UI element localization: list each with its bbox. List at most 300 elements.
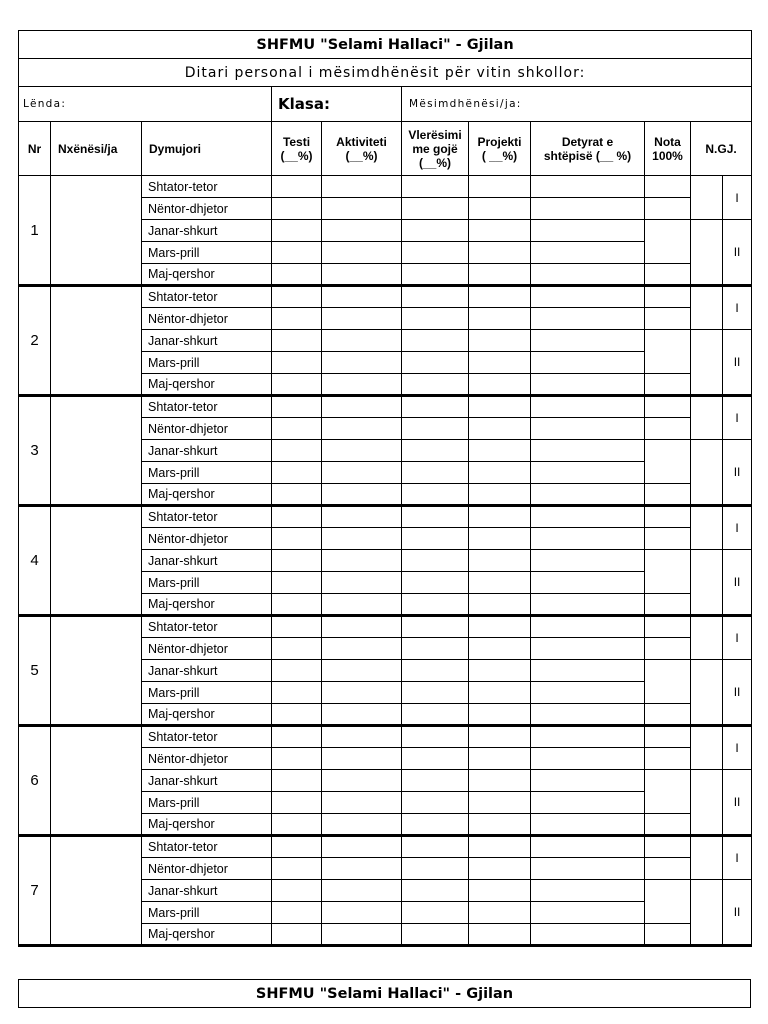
activity-score-cell [322, 682, 402, 704]
semester-grade-cell [691, 550, 723, 616]
final-grade-cell [645, 484, 691, 506]
period-label: Mars-prill [142, 682, 272, 704]
oral-score-cell [402, 440, 469, 462]
test-score-cell [272, 440, 322, 462]
col-homework-header [531, 122, 645, 176]
semester-grade-cell [691, 176, 723, 220]
activity-score-cell [322, 484, 402, 506]
student-number: 7 [19, 836, 51, 946]
activity-score-cell [322, 418, 402, 440]
title-row [19, 31, 752, 59]
column-header-row [19, 122, 752, 176]
period-row [19, 506, 752, 528]
col-test-header [272, 122, 322, 176]
period-label: Mars-prill [142, 902, 272, 924]
homework-score-cell [531, 330, 645, 352]
project-score-cell [469, 660, 531, 682]
oral-score-cell [402, 858, 469, 880]
activity-score-cell [322, 506, 402, 528]
header-line: (__%) [345, 148, 378, 163]
oral-score-cell [402, 704, 469, 726]
col-student-header: Nxënësi/ja [51, 122, 142, 176]
oral-score-cell [402, 902, 469, 924]
final-grade-cell [645, 198, 691, 220]
period-label: Shtator-tetor [142, 286, 272, 308]
project-score-cell [469, 902, 531, 924]
next-page-table [18, 979, 751, 1008]
final-grade-cell [645, 858, 691, 880]
oral-score-cell [402, 330, 469, 352]
oral-score-cell [402, 616, 469, 638]
semester-label: II [723, 220, 752, 286]
project-score-cell [469, 770, 531, 792]
activity-score-cell [322, 638, 402, 660]
final-grade-cell [645, 660, 691, 704]
project-score-cell [469, 726, 531, 748]
semester-grade-cell [691, 506, 723, 550]
project-score-cell [469, 396, 531, 418]
project-score-cell [469, 814, 531, 836]
period-label: Maj-qershor [142, 594, 272, 616]
test-score-cell [272, 396, 322, 418]
oral-score-cell [402, 418, 469, 440]
test-score-cell [272, 308, 322, 330]
period-label: Shtator-tetor [142, 506, 272, 528]
project-score-cell [469, 792, 531, 814]
activity-score-cell [322, 286, 402, 308]
header-line: 100% [652, 148, 683, 163]
student-number: 2 [19, 286, 51, 396]
activity-score-cell [322, 176, 402, 198]
semester-grade-cell [691, 726, 723, 770]
test-score-cell [272, 264, 322, 286]
oral-score-cell [402, 792, 469, 814]
period-label: Maj-qershor [142, 704, 272, 726]
activity-score-cell [322, 374, 402, 396]
homework-score-cell [531, 176, 645, 198]
homework-score-cell [531, 550, 645, 572]
homework-score-cell [531, 814, 645, 836]
project-score-cell [469, 550, 531, 572]
period-label: Maj-qershor [142, 374, 272, 396]
semester-label: I [723, 836, 752, 880]
project-score-cell [469, 330, 531, 352]
project-score-cell [469, 836, 531, 858]
test-score-cell [272, 814, 322, 836]
oral-score-cell [402, 814, 469, 836]
homework-score-cell [531, 418, 645, 440]
activity-score-cell [322, 924, 402, 946]
activity-score-cell [322, 594, 402, 616]
oral-score-cell [402, 396, 469, 418]
activity-score-cell [322, 902, 402, 924]
oral-score-cell [402, 550, 469, 572]
period-label: Mars-prill [142, 462, 272, 484]
title-row [19, 980, 751, 1008]
test-score-cell [272, 572, 322, 594]
semester-label: II [723, 880, 752, 946]
gradebook-subtitle: Ditari personal i mësimdhënësit për vitin shkollor: [19, 59, 752, 87]
final-grade-cell [645, 308, 691, 330]
subject-field [19, 87, 272, 122]
student-number: 4 [19, 506, 51, 616]
oral-score-cell [402, 880, 469, 902]
col-oral-header [402, 122, 469, 176]
final-grade-cell [645, 396, 691, 418]
test-score-cell [272, 902, 322, 924]
homework-score-cell [531, 264, 645, 286]
header-line: Projekti [477, 134, 522, 149]
test-score-cell [272, 682, 322, 704]
student-name-cell [51, 286, 142, 396]
final-grade-cell [645, 748, 691, 770]
period-label: Janar-shkurt [142, 220, 272, 242]
header-line: Testi [282, 134, 311, 149]
final-grade-cell [645, 814, 691, 836]
homework-score-cell [531, 308, 645, 330]
project-score-cell [469, 924, 531, 946]
test-score-cell [272, 726, 322, 748]
test-score-cell [272, 198, 322, 220]
oral-score-cell [402, 924, 469, 946]
col-ngj-header: N.GJ. [691, 122, 752, 176]
final-grade-cell [645, 726, 691, 748]
class-label: Klasa: [278, 95, 330, 113]
oral-score-cell [402, 594, 469, 616]
semester-grade-cell [691, 616, 723, 660]
homework-score-cell [531, 352, 645, 374]
period-label: Janar-shkurt [142, 770, 272, 792]
period-row [19, 396, 752, 418]
project-score-cell [469, 484, 531, 506]
semester-grade-cell [691, 220, 723, 286]
activity-score-cell [322, 836, 402, 858]
homework-score-cell [531, 704, 645, 726]
final-grade-cell [645, 506, 691, 528]
period-label: Shtator-tetor [142, 726, 272, 748]
oral-score-cell [402, 374, 469, 396]
header-line: (__%) [418, 155, 451, 170]
test-score-cell [272, 528, 322, 550]
project-score-cell [469, 176, 531, 198]
oral-score-cell [402, 176, 469, 198]
project-score-cell [469, 286, 531, 308]
oral-score-cell [402, 836, 469, 858]
period-label: Maj-qershor [142, 264, 272, 286]
activity-score-cell [322, 726, 402, 748]
project-score-cell [469, 308, 531, 330]
school-title: SHFMU "Selami Hallaci" - Gjilan [19, 980, 751, 1008]
semester-label: II [723, 330, 752, 396]
test-score-cell [272, 880, 322, 902]
period-label: Janar-shkurt [142, 660, 272, 682]
homework-score-cell [531, 836, 645, 858]
header-line: ( __%) [481, 148, 518, 163]
project-score-cell [469, 440, 531, 462]
homework-score-cell [531, 220, 645, 242]
semester-grade-cell [691, 330, 723, 396]
final-grade-cell [645, 770, 691, 814]
project-score-cell [469, 374, 531, 396]
school-title: SHFMU "Selami Hallaci" - Gjilan [19, 31, 752, 59]
activity-score-cell [322, 770, 402, 792]
homework-score-cell [531, 528, 645, 550]
final-grade-cell [645, 440, 691, 484]
homework-score-cell [531, 462, 645, 484]
student-name-cell [51, 836, 142, 946]
final-grade-cell [645, 264, 691, 286]
homework-score-cell [531, 506, 645, 528]
student-name-cell [51, 506, 142, 616]
homework-score-cell [531, 484, 645, 506]
period-label: Shtator-tetor [142, 396, 272, 418]
project-score-cell [469, 528, 531, 550]
oral-score-cell [402, 638, 469, 660]
subtitle-row [19, 59, 752, 87]
class-field [272, 87, 402, 122]
col-project-header [469, 122, 531, 176]
test-score-cell [272, 550, 322, 572]
project-score-cell [469, 616, 531, 638]
homework-score-cell [531, 858, 645, 880]
period-label: Janar-shkurt [142, 550, 272, 572]
homework-score-cell [531, 242, 645, 264]
student-name-cell [51, 616, 142, 726]
oral-score-cell [402, 572, 469, 594]
period-label: Mars-prill [142, 242, 272, 264]
student-name-cell [51, 176, 142, 286]
test-score-cell [272, 506, 322, 528]
test-score-cell [272, 594, 322, 616]
activity-score-cell [322, 330, 402, 352]
oral-score-cell [402, 726, 469, 748]
period-label: Nëntor-dhjetor [142, 308, 272, 330]
oral-score-cell [402, 506, 469, 528]
test-score-cell [272, 330, 322, 352]
final-grade-cell [645, 594, 691, 616]
final-grade-cell [645, 924, 691, 946]
period-label: Shtator-tetor [142, 176, 272, 198]
semester-grade-cell [691, 836, 723, 880]
oral-score-cell [402, 660, 469, 682]
period-label: Janar-shkurt [142, 330, 272, 352]
header-line: me gojë [412, 141, 458, 156]
test-score-cell [272, 924, 322, 946]
gradebook-table [18, 30, 752, 947]
period-label: Janar-shkurt [142, 440, 272, 462]
activity-score-cell [322, 528, 402, 550]
period-label: Nëntor-dhjetor [142, 418, 272, 440]
period-label: Mars-prill [142, 352, 272, 374]
activity-score-cell [322, 748, 402, 770]
homework-score-cell [531, 748, 645, 770]
project-score-cell [469, 462, 531, 484]
activity-score-cell [322, 616, 402, 638]
activity-score-cell [322, 880, 402, 902]
semester-grade-cell [691, 396, 723, 440]
homework-score-cell [531, 638, 645, 660]
period-label: Shtator-tetor [142, 616, 272, 638]
activity-score-cell [322, 308, 402, 330]
test-score-cell [272, 220, 322, 242]
student-number: 6 [19, 726, 51, 836]
col-grade-header [645, 122, 691, 176]
test-score-cell [272, 836, 322, 858]
test-score-cell [272, 748, 322, 770]
semester-label: I [723, 726, 752, 770]
activity-score-cell [322, 792, 402, 814]
activity-score-cell [322, 462, 402, 484]
homework-score-cell [531, 198, 645, 220]
semester-grade-cell [691, 880, 723, 946]
oral-score-cell [402, 198, 469, 220]
activity-score-cell [322, 440, 402, 462]
period-label: Janar-shkurt [142, 880, 272, 902]
test-score-cell [272, 176, 322, 198]
oral-score-cell [402, 286, 469, 308]
period-label: Nëntor-dhjetor [142, 638, 272, 660]
grade-body [19, 176, 752, 946]
subject-label: Lënda: [23, 98, 67, 110]
period-label: Mars-prill [142, 572, 272, 594]
period-label: Nëntor-dhjetor [142, 748, 272, 770]
student-name-cell [51, 396, 142, 506]
activity-score-cell [322, 198, 402, 220]
oral-score-cell [402, 264, 469, 286]
homework-score-cell [531, 396, 645, 418]
test-score-cell [272, 616, 322, 638]
semester-grade-cell [691, 770, 723, 836]
col-activity-header [322, 122, 402, 176]
test-score-cell [272, 638, 322, 660]
final-grade-cell [645, 616, 691, 638]
period-label: Maj-qershor [142, 814, 272, 836]
project-score-cell [469, 242, 531, 264]
test-score-cell [272, 352, 322, 374]
period-label: Mars-prill [142, 792, 272, 814]
homework-score-cell [531, 660, 645, 682]
period-label: Nëntor-dhjetor [142, 858, 272, 880]
final-grade-cell [645, 528, 691, 550]
semester-label: I [723, 286, 752, 330]
homework-score-cell [531, 616, 645, 638]
homework-score-cell [531, 902, 645, 924]
project-score-cell [469, 220, 531, 242]
test-score-cell [272, 770, 322, 792]
homework-score-cell [531, 924, 645, 946]
homework-score-cell [531, 286, 645, 308]
header-line: Aktiviteti [336, 134, 387, 149]
student-number: 3 [19, 396, 51, 506]
oral-score-cell [402, 352, 469, 374]
student-number: 5 [19, 616, 51, 726]
project-score-cell [469, 748, 531, 770]
oral-score-cell [402, 748, 469, 770]
header-line: Vlerësimi [408, 127, 462, 142]
oral-score-cell [402, 462, 469, 484]
period-label: Maj-qershor [142, 484, 272, 506]
semester-label: I [723, 506, 752, 550]
semester-label: I [723, 396, 752, 440]
semester-label: I [723, 616, 752, 660]
final-grade-cell [645, 286, 691, 308]
final-grade-cell [645, 880, 691, 924]
homework-score-cell [531, 374, 645, 396]
semester-grade-cell [691, 286, 723, 330]
activity-score-cell [322, 220, 402, 242]
project-score-cell [469, 198, 531, 220]
activity-score-cell [322, 396, 402, 418]
homework-score-cell [531, 792, 645, 814]
period-label: Shtator-tetor [142, 836, 272, 858]
homework-score-cell [531, 594, 645, 616]
period-label: Maj-qershor [142, 924, 272, 946]
project-score-cell [469, 418, 531, 440]
period-label: Nëntor-dhjetor [142, 198, 272, 220]
project-score-cell [469, 858, 531, 880]
activity-score-cell [322, 572, 402, 594]
student-name-cell [51, 726, 142, 836]
activity-score-cell [322, 352, 402, 374]
final-grade-cell [645, 176, 691, 198]
header-line: shtëpisë (__ %) [543, 148, 632, 163]
activity-score-cell [322, 242, 402, 264]
period-label: Nëntor-dhjetor [142, 528, 272, 550]
activity-score-cell [322, 704, 402, 726]
final-grade-cell [645, 638, 691, 660]
final-grade-cell [645, 704, 691, 726]
oral-score-cell [402, 528, 469, 550]
col-period-header: Dymujori [142, 122, 272, 176]
period-row [19, 616, 752, 638]
final-grade-cell [645, 418, 691, 440]
teacher-label: Mësimdhënësi/ja: [409, 98, 522, 110]
project-score-cell [469, 594, 531, 616]
semester-grade-cell [691, 440, 723, 506]
homework-score-cell [531, 682, 645, 704]
test-score-cell [272, 858, 322, 880]
semester-label: I [723, 176, 752, 220]
semester-label: II [723, 770, 752, 836]
oral-score-cell [402, 770, 469, 792]
test-score-cell [272, 242, 322, 264]
test-score-cell [272, 704, 322, 726]
final-grade-cell [645, 220, 691, 264]
homework-score-cell [531, 726, 645, 748]
project-score-cell [469, 506, 531, 528]
activity-score-cell [322, 264, 402, 286]
test-score-cell [272, 462, 322, 484]
header-line: Detyrat e [561, 134, 614, 149]
period-row [19, 726, 752, 748]
final-grade-cell [645, 836, 691, 858]
test-score-cell [272, 792, 322, 814]
final-grade-cell [645, 374, 691, 396]
project-score-cell [469, 572, 531, 594]
homework-score-cell [531, 572, 645, 594]
homework-score-cell [531, 880, 645, 902]
period-row [19, 286, 752, 308]
test-score-cell [272, 484, 322, 506]
oral-score-cell [402, 220, 469, 242]
test-score-cell [272, 374, 322, 396]
student-number: 1 [19, 176, 51, 286]
project-score-cell [469, 704, 531, 726]
semester-grade-cell [691, 660, 723, 726]
info-row [19, 87, 752, 122]
project-score-cell [469, 880, 531, 902]
activity-score-cell [322, 550, 402, 572]
